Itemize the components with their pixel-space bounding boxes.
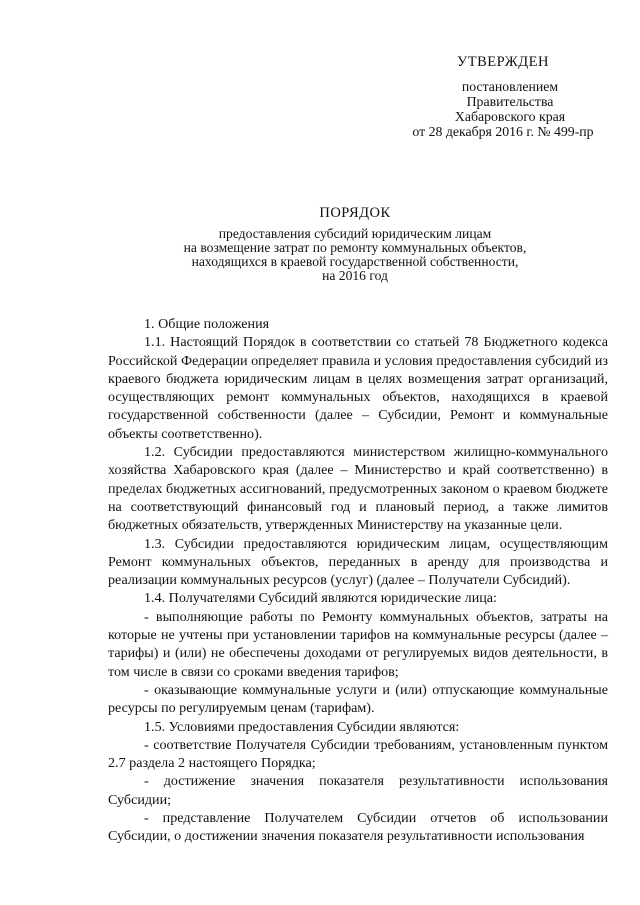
document-title: ПОРЯДОК <box>319 205 391 221</box>
paragraph-1-4: 1.4. Получателями Субсидий являются юридические лица: <box>144 590 497 607</box>
approval-line: Правительства <box>466 94 554 109</box>
paragraph-1-5: 1.5. Условиями предоставления Субсидии являются: <box>144 718 460 735</box>
list-item: - представление Получателем Субсидии отчетов об использовании Субсидии, о достижении значения показателя результативности использования <box>108 810 608 845</box>
section-heading: 1. Общие положения <box>144 316 270 332</box>
list-item: - соответствие Получателя Субсидии требованиям, установленным пунктом 2.7 раздела 2 настоящего Порядка; <box>108 736 608 772</box>
list-item: - оказывающие коммунальные услуги и (или) отпускающие коммунальные ресурсы по регулируемым ценам (тарифам). <box>108 681 608 717</box>
approval-heading: УТВЕРЖДЕН <box>457 54 549 70</box>
title-subline: предоставления субсидий юридическим лицам <box>218 226 492 241</box>
approval-block <box>395 55 625 139</box>
document-title-block <box>110 206 600 283</box>
approval-line: постановлением <box>461 79 559 94</box>
title-subline: находящихся в краевой государственной собственности, <box>191 254 519 269</box>
title-subline: на 2016 год <box>322 268 388 283</box>
paragraph-1-1: 1.1. Настоящий Порядок в соответствии со статьей 78 Бюджетного кодекса Российской Федерации определяет правила и условия предоставления субсидий из краевого бюджета юридическим лицам в целях возмещения затрат организаций, осуществляющих ремонт коммунальных объектов, находящихся в краевой государственной собственности (далее – Субсидии, Ремонт и коммунальные объекты соответственно). <box>108 334 608 442</box>
approval-date: от 28 декабря 2016 г. № 499-пр <box>412 124 594 139</box>
paragraph-1-3: 1.3. Субсидии предоставляются юридическим лицам, осуществляющим Ремонт коммунальных объектов, переданных в аренду для производства и реализации коммунальных ресурсов (услуг) (далее – Получатели Субсидий). <box>108 535 608 589</box>
list-item: - достижение значения показателя результативности использования Субсидии; <box>108 773 608 808</box>
approval-line: Хабаровского края <box>454 109 566 124</box>
title-subline: на возмещение затрат по ремонту коммунальных объектов, <box>183 240 527 255</box>
paragraph-1-2: 1.2. Субсидии предоставляются министерством жилищно-коммунального хозяйства Хабаровского края (далее – Министерство и край соответственно) в пределах бюджетных ассигнований, предусмотренных законом о краевом бюджете на соответствующий финансовый год и плановый период, а также лимитов бюджетных обязательств, утвержденных Министерству на указанные цели. <box>108 444 608 534</box>
document-body <box>108 315 608 846</box>
list-item: - выполняющие работы по Ремонту коммунальных объектов, затраты на которые не учтены при установлении тарифов на коммунальные ресурсы (далее – тарифы) и (или) не обеспечены доходами от регулируемых видов деятельности, в том числе в связи со сроками введения тарифов; <box>108 608 608 680</box>
